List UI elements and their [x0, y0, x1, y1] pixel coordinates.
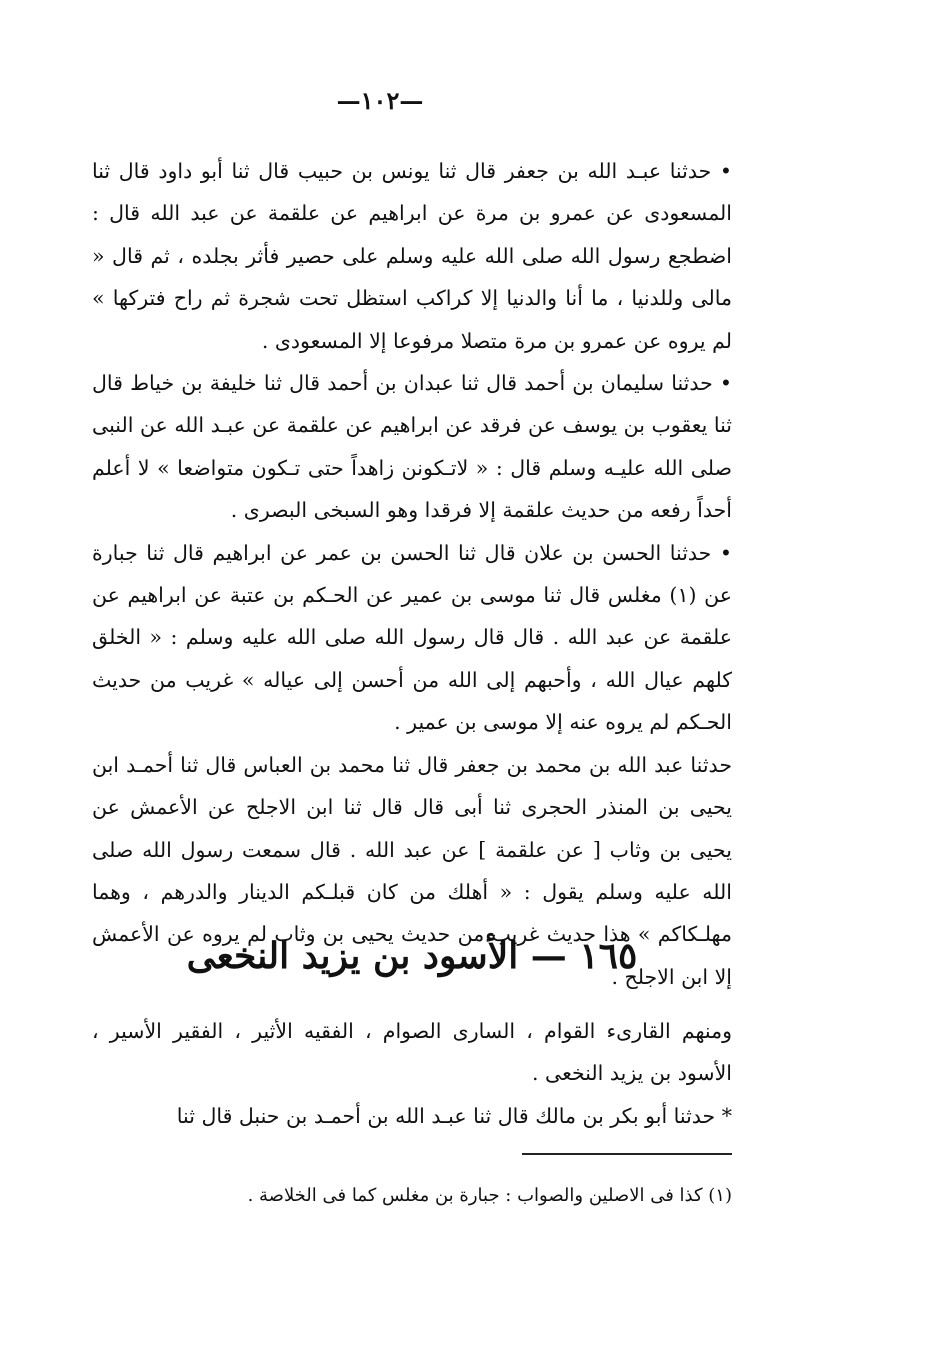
hadith-paragraphs	[92, 150, 732, 998]
hadith-paragraph-3: • حدثنا الحسن بن علان قال ثنا الحسن بن عمر عن ابراهيم قال ثنا جبارة عن (١) مغلس قال ثنا موسى بن عمير عن الحـكم بن عتبة عن ابراهيم عن علقمة عن عبد الله . قال قال رسول الله صلى الله عليه وسلم : « الخلق كلهم عيال الله ، وأحبهم إلى الله من أحسن إلى عياله » غريب من حديث الحـكم لم يروه عنه إلا موسى بن عمير .	[92, 540, 732, 735]
footnote-divider	[522, 1153, 732, 1155]
hadith-paragraph-1: • حدثنا عبـد الله بن جعفر قال ثنا يونس بن حبيب قال ثنا أبو داود قال ثنا المسعودى عن عمرو بن مرة عن ابراهيم عن علقمة عن عبد الله قال : اضطجع رسول الله صلى الله عليه وسلم على حصير فأثر بجلده ، ثم قال « مالى وللدنيا ، ما أنا والدنيا إلا كراكب استظل تحت شجرة ثم راح فتركها » لم يروه عن عمرو بن مرة متصلا مرفوعا إلا المسعودى .	[92, 159, 732, 353]
section-paragraphs	[92, 1010, 732, 1137]
section-heading: ١٦٥ — الأسود بن يزيد النخعى	[186, 935, 638, 977]
footnote: (١) كذا فى الاصلين والصواب : جبارة بن مغلس كما فى الخلاصة .	[247, 1185, 732, 1206]
section-intro-paragraph: ومنهم القارىء القوام ، السارى الصوام ، الفقيه الأثير ، الفقير الأسير ، الأسود بن يزيد النخعى .	[92, 1019, 732, 1086]
hadith-paragraph-4: حدثنا عبد الله بن محمد بن جعفر قال ثنا محمد بن العباس قال ثنا أحمـد ابن يحيى بن المنذر الحجرى ثنا أبى قال قال ثنا ابن الاجلح عن الأعمش عن يحيى بن وثاب [ عن علقمة ] عن عبد الله . قال سمعت رسول الله صلى الله عليه وسلم يقول : « أهلك من كان قبلـكم الدينار والدرهم ، وهما مهلـكاكم » هذا حديث غريب من حديث يحيى بن وثاب لم يروه عن الأعمش إلا ابن الاجلح .	[92, 752, 732, 989]
section-hadith-paragraph: * حدثنا أبو بكر بن مالك قال ثنا عبـد الله بن أحمـد بن حنبل قال ثنا	[176, 1103, 732, 1128]
hadith-paragraph-2: • حدثنا سليمان بن أحمد قال ثنا عبدان بن أحمد قال ثنا خليفة بن خياط قال ثنا يعقوب بن يوسف عن فرقد عن ابراهيم عن علقمة عن عبـد الله عن النبى صلى الله عليـه وسلم قال : « لاتـكونن زاهداً حتى تـكون متواضعا » لا أعلم أحداً رفعه من حديث علقمة إلا فرقدا وهو السبخى البصرى .	[92, 371, 732, 523]
page-number: —١٠٢—	[336, 86, 424, 115]
